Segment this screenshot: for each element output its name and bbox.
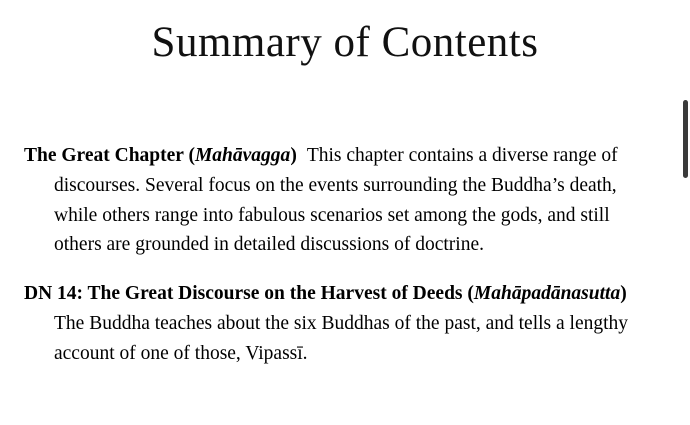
summary-entry [24,279,638,368]
entry-heading-close: ) [620,283,627,305]
scrollbar[interactable] [682,0,690,425]
scrollbar-thumb[interactable] [683,100,688,178]
entry-heading-italic: Mahāpadānasutta [473,283,621,305]
entry-body: The Buddha teaches about the six Buddhas of the past, and tells a lengthy account of one of those, Vipassī. [54,313,629,364]
summary-entries [0,141,690,368]
entry-body: This chapter contains a diverse range of discourses. Several focus on the events surrounding the Buddha’s death, while others range into fabulous scenarios set among the gods, and still others are grounded in detailed discussions of doctrine. [54,145,618,256]
page-title: Summary of Contents [151,19,539,66]
entry-heading-italic: Mahāvagga [194,145,291,167]
entry-heading-close: ) [290,145,297,167]
entry-heading: DN 14: The Great Discourse on the Harvest of Deeds ( [24,283,474,305]
summary-entry [24,141,638,260]
entry-heading: The Great Chapter ( [24,145,195,167]
